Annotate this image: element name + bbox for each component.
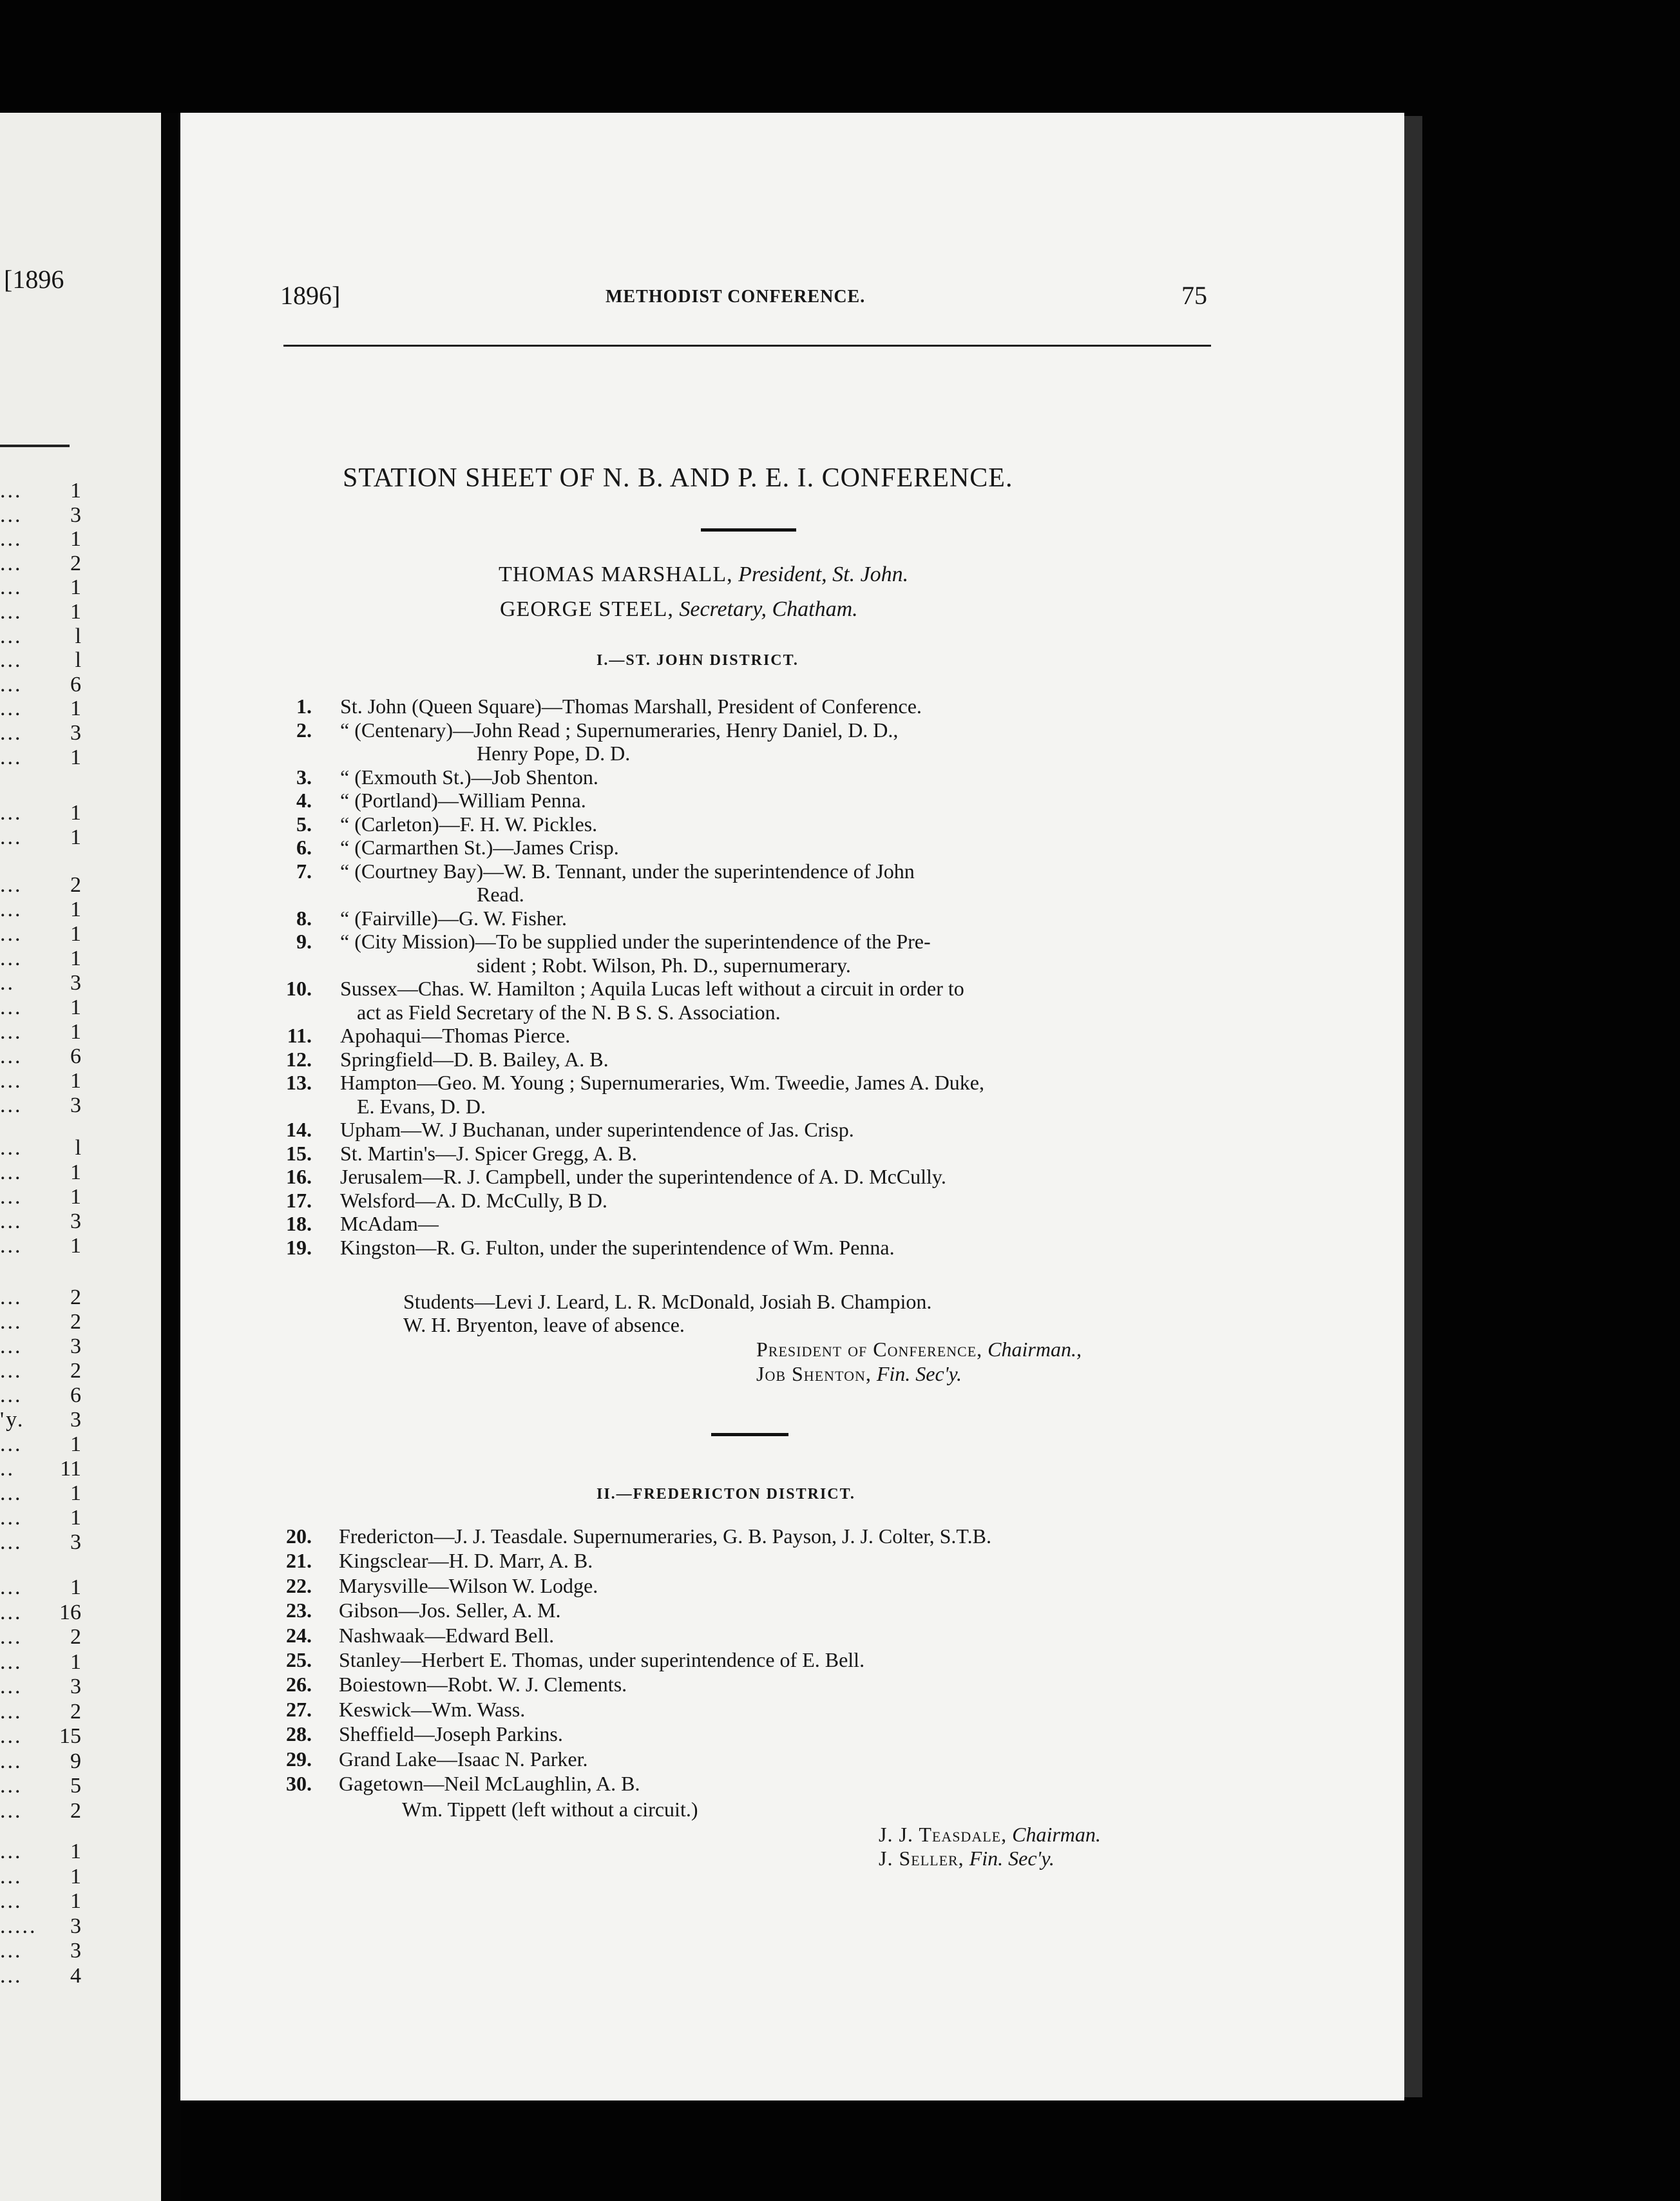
station-line: Read. xyxy=(477,883,524,906)
leader-dots: ... xyxy=(0,648,23,673)
row-number: 2 xyxy=(70,1285,81,1309)
left-page-row xyxy=(0,1408,81,1434)
leader-dots: ... xyxy=(0,624,23,648)
station-number: 21. xyxy=(286,1549,312,1573)
left-page-row xyxy=(0,673,81,698)
leader-dots: ... xyxy=(0,745,23,769)
left-page-row xyxy=(0,1625,81,1651)
left-page-row xyxy=(0,1506,81,1532)
leader-dots: ... xyxy=(0,922,23,946)
left-page-row xyxy=(0,479,81,505)
leader-dots: ... xyxy=(0,672,23,697)
left-page-row xyxy=(0,1093,81,1119)
leader-dots: ... xyxy=(0,1334,23,1358)
left-page-row xyxy=(0,1069,81,1095)
leader-dots: ... xyxy=(0,1209,23,1233)
row-number: 3 xyxy=(70,971,81,995)
station-line: “ (Courtney Bay)—W. B. Tennant, under the superintendence of John xyxy=(340,859,915,883)
leader-dots: ... xyxy=(0,1069,23,1093)
row-number: 2 xyxy=(70,551,81,575)
left-page-row xyxy=(0,1724,81,1750)
leader-dots: ... xyxy=(0,1136,23,1160)
leader-dots: ... xyxy=(0,1699,23,1724)
station-number: 9. xyxy=(296,930,312,953)
row-number: 1 xyxy=(70,898,81,921)
row-number: l xyxy=(75,648,81,673)
station-number: 18. xyxy=(286,1212,312,1235)
left-page-row xyxy=(0,1650,81,1676)
row-number: 1 xyxy=(70,1840,81,1863)
station-line: Upham—W. J Buchanan, under superintendence of Jas. Crisp. xyxy=(340,1118,854,1141)
left-page-row xyxy=(0,1209,81,1235)
row-number: 1 xyxy=(70,922,81,946)
left-page-row xyxy=(0,624,81,650)
left-page-row xyxy=(0,600,81,626)
row-number: 2 xyxy=(70,1699,81,1724)
page-number: 75 xyxy=(1181,281,1207,310)
leader-dots: ... xyxy=(0,1939,23,1963)
row-number: 2 xyxy=(70,1359,81,1383)
leader-dots: ..... xyxy=(0,1914,37,1938)
station-line: Apohaqui—Thomas Pierce. xyxy=(340,1024,571,1047)
leader-dots: ... xyxy=(0,1093,23,1117)
row-number: 3 xyxy=(70,721,81,745)
leader-dots: ... xyxy=(0,1625,23,1649)
row-number: 1 xyxy=(70,1481,81,1505)
leader-dots: 'y. xyxy=(0,1408,25,1432)
left-page-row xyxy=(0,1285,81,1311)
station-number: 11. xyxy=(287,1024,312,1047)
left-page-row xyxy=(0,947,81,972)
left-page-row xyxy=(0,552,81,577)
station-line: “ (Fairville)—G. W. Fisher. xyxy=(340,906,567,930)
book-gutter xyxy=(161,113,180,2201)
left-page-row xyxy=(0,1334,81,1360)
leader-dots: ... xyxy=(0,721,23,745)
left-page-row xyxy=(0,1160,81,1186)
leader-dots: ... xyxy=(0,697,23,721)
left-page-row xyxy=(0,801,81,827)
left-page-row xyxy=(0,1675,81,1700)
signature-secretary xyxy=(756,1362,962,1386)
row-number: 6 xyxy=(70,1383,81,1407)
station-number: 29. xyxy=(286,1747,312,1771)
station-line: Kingston—R. G. Fulton, under the superintendence of Wm. Penna. xyxy=(340,1235,895,1259)
station-line: Springfield—D. B. Bailey, A. B. xyxy=(340,1047,609,1071)
station-line: Boiestown—Robt. W. J. Clements. xyxy=(339,1673,627,1696)
station-line: Grand Lake—Isaac N. Parker. xyxy=(339,1747,588,1771)
station-number: 2. xyxy=(296,718,312,742)
station-number: 10. xyxy=(286,977,312,1000)
row-number: 16 xyxy=(59,1600,81,1624)
page-edge-shadow xyxy=(1404,116,1422,2097)
station-number: 16. xyxy=(286,1165,312,1188)
left-page-row xyxy=(0,697,81,722)
station-line: Stanley—Herbert E. Thomas, under superintendence of E. Bell. xyxy=(339,1648,865,1671)
row-number: 1 xyxy=(70,1160,81,1184)
leader-dots: ... xyxy=(0,1285,23,1309)
station-number: 13. xyxy=(286,1071,312,1094)
running-header-title: METHODIST CONFERENCE. xyxy=(606,287,866,307)
left-page-row xyxy=(0,503,81,529)
station-number: 4. xyxy=(296,789,312,812)
left-page-row xyxy=(0,1840,81,1865)
ornament-rule xyxy=(711,1433,788,1436)
signatory-role: Chairman. xyxy=(1012,1823,1101,1846)
leader-dots: ... xyxy=(0,1600,23,1624)
leader-dots: ... xyxy=(0,1020,23,1044)
left-page-row xyxy=(0,1432,81,1458)
left-page-row xyxy=(0,1020,81,1046)
row-number: 11 xyxy=(60,1457,81,1481)
row-number: 15 xyxy=(59,1724,81,1748)
left-page-row xyxy=(0,1939,81,1965)
leader-dots: ... xyxy=(0,1840,23,1863)
row-number: 1 xyxy=(70,947,81,970)
station-line: act as Field Secretary of the N. B S. S. Association. xyxy=(357,1000,781,1024)
row-number: 1 xyxy=(70,1432,81,1456)
row-number: 2 xyxy=(70,1310,81,1334)
left-page-row xyxy=(0,721,81,747)
leader-dots: ... xyxy=(0,1798,23,1823)
row-number: 6 xyxy=(70,672,81,697)
leader-dots: ... xyxy=(0,1432,23,1456)
left-page-row xyxy=(0,825,81,851)
row-number: 9 xyxy=(70,1749,81,1773)
leader-dots: .. xyxy=(0,971,15,995)
station-line: Gibson—Jos. Seller, A. M. xyxy=(339,1599,561,1622)
left-page-row xyxy=(0,1964,81,1990)
signatory-name: J. J. Teasdale, xyxy=(879,1823,1007,1846)
row-number: 3 xyxy=(70,1675,81,1698)
station-number: 7. xyxy=(296,859,312,883)
leader-dots: ... xyxy=(0,1749,23,1773)
row-number: 6 xyxy=(70,1044,81,1068)
district-note: W. H. Bryenton, leave of absence. xyxy=(403,1313,685,1336)
left-page-row xyxy=(0,745,81,771)
row-number: 1 xyxy=(70,825,81,849)
leader-dots: ... xyxy=(0,1530,23,1554)
station-number: 3. xyxy=(296,765,312,789)
station-number: 27. xyxy=(286,1697,312,1721)
left-page-row xyxy=(0,527,81,553)
row-number: 1 xyxy=(70,1069,81,1093)
row-number: 1 xyxy=(70,745,81,769)
station-line: “ (Exmouth St.)—Job Shenton. xyxy=(340,765,598,789)
station-line: St. Martin's—J. Spicer Gregg, A. B. xyxy=(340,1141,637,1165)
officer-place: St. John. xyxy=(832,562,909,586)
leader-dots: ... xyxy=(0,1575,23,1599)
row-number: 1 xyxy=(70,1506,81,1530)
leader-dots: ... xyxy=(0,1185,23,1209)
row-number: l xyxy=(75,624,81,648)
leader-dots: ... xyxy=(0,575,23,600)
leader-dots: ... xyxy=(0,1310,23,1334)
leader-dots: ... xyxy=(0,1160,23,1184)
station-line: “ (Carmarthen St.)—James Crisp. xyxy=(340,836,619,859)
officer-place: Chatham. xyxy=(772,597,858,621)
left-page-row xyxy=(0,1889,81,1915)
station-number: 15. xyxy=(286,1141,312,1165)
left-page-row xyxy=(0,1234,81,1260)
station-number: 1. xyxy=(296,695,312,718)
left-page-row xyxy=(0,1575,81,1601)
leader-dots: ... xyxy=(0,1774,23,1798)
station-number: 24. xyxy=(286,1623,312,1647)
station-line: sident ; Robt. Wilson, Ph. D., supernumerary. xyxy=(477,953,851,977)
signatory-name: Job Shenton, xyxy=(756,1362,872,1385)
station-line: Welsford—A. D. McCully, B D. xyxy=(340,1188,607,1212)
station-line: “ (City Mission)—To be supplied under the superintendence of the Pre- xyxy=(340,930,931,953)
row-number: 1 xyxy=(70,697,81,721)
station-line: Hampton—Geo. M. Young ; Supernumeraries, Wm. Tweedie, James A. Duke, xyxy=(340,1071,984,1094)
station-line: “ (Carleton)—F. H. W. Pickles. xyxy=(340,812,598,836)
left-page-row xyxy=(0,648,81,674)
leader-dots: ... xyxy=(0,1724,23,1748)
station-line: “ (Portland)—William Penna. xyxy=(340,789,586,812)
station-line: Sussex—Chas. W. Hamilton ; Aquila Lucas left without a circuit in order to xyxy=(340,977,964,1000)
running-header-year: 1896] xyxy=(280,281,341,310)
station-number: 6. xyxy=(296,836,312,859)
leader-dots: ... xyxy=(0,1359,23,1383)
left-page-row xyxy=(0,971,81,997)
leader-dots: ... xyxy=(0,1234,23,1258)
left-page-rule xyxy=(0,445,70,447)
row-number: 1 xyxy=(70,527,81,552)
row-number: 3 xyxy=(70,1209,81,1233)
left-page-row xyxy=(0,1749,81,1775)
station-number: 25. xyxy=(286,1648,312,1671)
left-page-row xyxy=(0,1865,81,1890)
signature-chairman xyxy=(756,1338,1082,1361)
station-number: 26. xyxy=(286,1673,312,1696)
leader-dots: ... xyxy=(0,1383,23,1407)
left-page-row xyxy=(0,1185,81,1211)
leader-dots: ... xyxy=(0,873,23,897)
station-number: 20. xyxy=(286,1524,312,1548)
leader-dots: ... xyxy=(0,1506,23,1530)
signatory-role: Chairman., xyxy=(988,1338,1082,1361)
signature-secretary xyxy=(879,1847,1055,1870)
left-page-row xyxy=(0,1383,81,1409)
signatory-role: Fin. Sec'y. xyxy=(969,1847,1055,1870)
left-page-row xyxy=(0,1600,81,1626)
row-number: 1 xyxy=(70,479,81,503)
station-number: 5. xyxy=(296,812,312,836)
ornament-rule xyxy=(701,528,796,532)
signature-chairman xyxy=(879,1823,1101,1847)
left-page-row xyxy=(0,898,81,923)
leader-dots: ... xyxy=(0,825,23,849)
station-line: Fredericton—J. J. Teasdale. Supernumeraries, G. B. Payson, J. J. Colter, S.T.B. xyxy=(339,1524,991,1548)
left-page-row xyxy=(0,1774,81,1800)
row-number: 1 xyxy=(70,1889,81,1913)
row-number: 3 xyxy=(70,1939,81,1963)
row-number: 3 xyxy=(70,1093,81,1117)
left-page-row xyxy=(0,1481,81,1507)
row-number: l xyxy=(75,1136,81,1160)
row-number: 1 xyxy=(70,1185,81,1209)
station-number: 22. xyxy=(286,1573,312,1597)
left-page-row xyxy=(0,1530,81,1556)
leader-dots: ... xyxy=(0,527,23,552)
left-page-row xyxy=(0,922,81,948)
station-line: Marysville—Wilson W. Lodge. xyxy=(339,1573,598,1597)
row-number: 1 xyxy=(70,600,81,624)
officer-name: GEORGE STEEL, xyxy=(500,597,674,621)
leader-dots: ... xyxy=(0,1889,23,1913)
left-page-row xyxy=(0,1914,81,1940)
row-number: 1 xyxy=(70,995,81,1019)
station-number: 19. xyxy=(286,1235,312,1259)
leader-dots: ... xyxy=(0,1864,23,1889)
left-page-row xyxy=(0,1457,81,1483)
station-line: Keswick—Wm. Wass. xyxy=(339,1697,526,1721)
officer-president xyxy=(499,562,908,587)
row-number: 1 xyxy=(70,1864,81,1889)
station-line: E. Evans, D. D. xyxy=(357,1094,486,1118)
leader-dots: ... xyxy=(0,1649,23,1674)
left-page-row xyxy=(0,1044,81,1070)
leader-dots: ... xyxy=(0,600,23,624)
left-page-row xyxy=(0,575,81,601)
station-line: “ (Centenary)—John Read ; Supernumeraries, Henry Daniel, D. D., xyxy=(340,718,899,742)
header-rule xyxy=(283,345,1211,347)
station-line: St. John (Queen Square)—Thomas Marshall, President of Conference. xyxy=(340,695,922,718)
district-note: Students—Levi J. Leard, L. R. McDonald, Josiah B. Champion. xyxy=(403,1290,932,1313)
leader-dots: ... xyxy=(0,801,23,825)
row-number: 1 xyxy=(70,1575,81,1599)
left-page-row xyxy=(0,873,81,899)
row-number: 2 xyxy=(70,873,81,897)
signatory-role: Fin. Sec'y. xyxy=(876,1362,962,1385)
page-title: STATION SHEET OF N. B. AND P. E. I. CONFERENCE. xyxy=(343,463,1013,493)
row-number: 3 xyxy=(70,1530,81,1554)
station-line: Nashwaak—Edward Bell. xyxy=(339,1623,555,1647)
station-line: Henry Pope, D. D. xyxy=(477,742,631,765)
station-number: 30. xyxy=(286,1772,312,1795)
officer-secretary xyxy=(500,597,858,622)
row-number: 3 xyxy=(70,1334,81,1358)
station-number: 8. xyxy=(296,906,312,930)
left-page-year: [1896 xyxy=(4,265,64,294)
left-page-row xyxy=(0,995,81,1021)
officer-role: President, xyxy=(738,562,827,586)
leader-dots: ... xyxy=(0,1044,23,1068)
leader-dots: .. xyxy=(0,1457,15,1481)
station-line: Jerusalem—R. J. Campbell, under the superintendence of A. D. McCully. xyxy=(340,1165,946,1188)
row-number: 1 xyxy=(70,1020,81,1044)
district-note: Wm. Tippett (left without a circuit.) xyxy=(402,1798,698,1821)
row-number: 4 xyxy=(70,1963,81,1988)
row-number: 1 xyxy=(70,1234,81,1258)
row-number: 3 xyxy=(70,1914,81,1938)
leader-dots: ... xyxy=(0,503,23,527)
left-page-row xyxy=(0,1799,81,1825)
left-page-row xyxy=(0,1310,81,1336)
leader-dots: ... xyxy=(0,1481,23,1505)
officer-role: Secretary, xyxy=(679,597,767,621)
row-number: 2 xyxy=(70,1798,81,1823)
station-line: Kingsclear—H. D. Marr, A. B. xyxy=(339,1549,593,1573)
leader-dots: ... xyxy=(0,947,23,970)
station-number: 14. xyxy=(286,1118,312,1141)
leader-dots: ... xyxy=(0,995,23,1019)
officer-name: THOMAS MARSHALL, xyxy=(499,562,733,586)
leader-dots: ... xyxy=(0,551,23,575)
station-number: 28. xyxy=(286,1722,312,1746)
station-line: Gagetown—Neil McLaughlin, A. B. xyxy=(339,1772,640,1795)
row-number: 2 xyxy=(70,1625,81,1649)
station-line: McAdam— xyxy=(340,1212,439,1235)
row-number: 3 xyxy=(70,503,81,527)
signatory-name: President of Conference, xyxy=(756,1338,983,1361)
leader-dots: ... xyxy=(0,898,23,921)
signatory-name: J. Seller, xyxy=(879,1847,964,1870)
station-number: 17. xyxy=(286,1188,312,1212)
row-number: 5 xyxy=(70,1774,81,1798)
leader-dots: ... xyxy=(0,1963,23,1988)
left-page-row xyxy=(0,1136,81,1162)
leader-dots: ... xyxy=(0,1675,23,1698)
row-number: 3 xyxy=(70,1408,81,1432)
station-line: Sheffield—Joseph Parkins. xyxy=(339,1722,563,1746)
left-page-row xyxy=(0,1359,81,1385)
row-number: 1 xyxy=(70,801,81,825)
leader-dots: ... xyxy=(0,479,23,503)
row-number: 1 xyxy=(70,1649,81,1674)
left-page-fragment xyxy=(0,113,161,2201)
district-heading: I.—ST. JOHN DISTRICT. xyxy=(597,652,799,669)
left-page-row xyxy=(0,1700,81,1725)
station-number: 23. xyxy=(286,1599,312,1622)
station-number: 12. xyxy=(286,1047,312,1071)
row-number: 1 xyxy=(70,575,81,600)
district-heading: II.—FREDERICTON DISTRICT. xyxy=(597,1486,855,1503)
